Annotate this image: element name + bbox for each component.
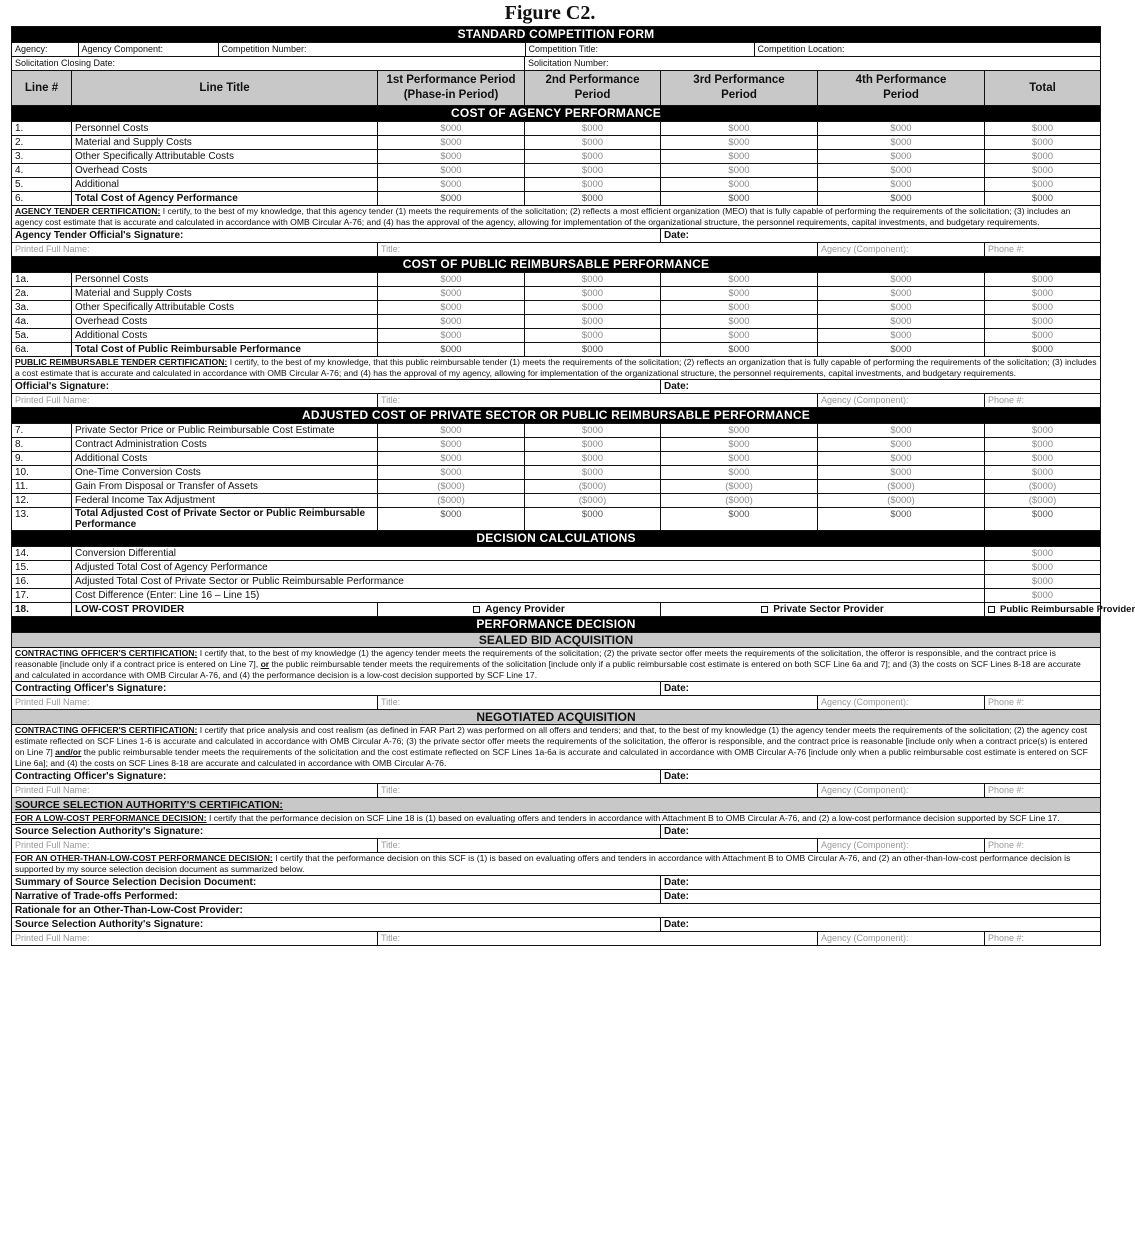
section-title-adjusted: ADJUSTED COST OF PRIVATE SECTOR OR PUBLIC REIMBURSABLE PERFORMANCE [12, 408, 1101, 424]
summary-decision-document-field[interactable]: Summary of Source Selection Decision Document: [12, 876, 661, 890]
option-public-reimbursable-provider[interactable] [985, 603, 1135, 617]
line-number: 3. [12, 150, 72, 164]
line-number: 14. [12, 547, 72, 561]
total-value[interactable]: $000 [985, 178, 1101, 192]
public-printed-name-field[interactable]: Printed Full Name: [12, 394, 378, 408]
cost-row [12, 287, 1101, 301]
solicitation-closing-date-field[interactable]: Solicitation Closing Date: [12, 57, 525, 71]
period-value[interactable]: $000 [818, 273, 985, 287]
col-header-period-3-line1: 3rd Performance [693, 74, 785, 86]
period-value[interactable]: $000 [378, 452, 525, 466]
period-value[interactable]: $000 [525, 424, 661, 438]
option-private-sector-provider[interactable] [661, 603, 985, 617]
cost-row [12, 494, 1101, 508]
period-value[interactable]: $000 [818, 301, 985, 315]
ssa-signature-field[interactable]: Source Selection Authority's Signature: [12, 825, 661, 839]
cert-label: FOR A LOW-COST PERFORMANCE DECISION: [15, 813, 207, 823]
col-header-period-4-line2: Period [883, 89, 919, 101]
public-phone-field[interactable]: Phone #: [985, 394, 1101, 408]
agency-component-field[interactable]: Agency Component: [78, 43, 218, 56]
cert-andor: and/or [55, 747, 82, 757]
cost-row [12, 452, 1101, 466]
period-value[interactable]: $000 [378, 287, 525, 301]
checkbox-icon[interactable] [761, 606, 768, 613]
period-value[interactable]: $000 [818, 178, 985, 192]
period-value[interactable]: ($000) [818, 480, 985, 494]
total-value[interactable]: $000 [985, 315, 1101, 329]
line-number: 9. [12, 452, 72, 466]
cert-label: AGENCY TENDER CERTIFICATION: [15, 206, 161, 216]
decision-row [12, 561, 1101, 575]
period-value[interactable]: $000 [818, 287, 985, 301]
line-title: Material and Supply Costs [72, 136, 378, 150]
period-value[interactable]: $000 [378, 424, 525, 438]
total-value[interactable]: $000 [985, 508, 1101, 531]
period-value[interactable]: $000 [661, 301, 818, 315]
section-title-public: COST OF PUBLIC REIMBURSABLE PERFORMANCE [12, 257, 1101, 273]
total-value[interactable]: ($000) [985, 494, 1101, 508]
ssa-phone-field[interactable]: Phone #: [985, 839, 1101, 853]
period-value[interactable]: $000 [818, 122, 985, 136]
line-number: 6a. [12, 343, 72, 357]
low-cost-line-number: 18. [12, 603, 72, 617]
period-value[interactable]: $000 [818, 466, 985, 480]
period-value[interactable]: ($000) [378, 480, 525, 494]
line-title: Total Cost of Public Reimbursable Performance [72, 343, 378, 357]
line-number: 5. [12, 178, 72, 192]
period-value[interactable]: $000 [378, 343, 525, 357]
cert-text: I certify that the performance decision on SCF Line 18 is (1) based on evaluating offers and tenders in accordance with Attachment B to OMB Circular A-76, and (2) a low-cost performance decision supported by SCF Line 17. [208, 813, 1060, 823]
period-value[interactable]: $000 [818, 438, 985, 452]
period-value[interactable]: $000 [661, 424, 818, 438]
cost-row [12, 424, 1101, 438]
period-value[interactable]: $000 [818, 452, 985, 466]
public-signature-field[interactable]: Official's Signature: [12, 380, 661, 394]
period-value[interactable]: $000 [818, 150, 985, 164]
period-value[interactable]: $000 [525, 315, 661, 329]
section-title-agency: COST OF AGENCY PERFORMANCE [12, 106, 1101, 122]
cost-row [12, 438, 1101, 452]
line-number: 16. [12, 575, 72, 589]
ssa-title-field-2[interactable]: Title: [378, 932, 818, 946]
decision-value[interactable]: $000 [985, 589, 1101, 603]
line-title: Total Cost of Agency Performance [72, 192, 378, 206]
narrative-tradeoffs-field[interactable]: Narrative of Trade-offs Performed: [12, 890, 661, 904]
total-value[interactable]: $000 [985, 273, 1101, 287]
cert-text: I certify, to the best of my knowledge, that this agency tender (1) meets the requirements of the solicitation; (2) reflects a most efficient organization (MEO) that is fully capable of performing the requirements of the solicitation; (3) includes an agency cost estimate that is accurate and calculated in accordance with OMB Circular A-76; and (4) has the approval of the agency, allowing for implementation of the organizational structure, the personnel requirements, capital investments, and budgetary requirements. [15, 206, 1071, 227]
period-value[interactable]: $000 [525, 466, 661, 480]
agency-signature-field[interactable]: Agency Tender Official's Signature: [12, 229, 661, 243]
agency-phone-field[interactable]: Phone #: [985, 243, 1101, 257]
total-value[interactable]: ($000) [985, 480, 1101, 494]
period-value[interactable]: $000 [525, 438, 661, 452]
period-value[interactable]: $000 [661, 164, 818, 178]
line-title: Gain From Disposal or Transfer of Assets [72, 480, 378, 494]
col-header-total: Total [985, 71, 1101, 106]
cost-row [12, 301, 1101, 315]
total-value[interactable]: $000 [985, 122, 1101, 136]
period-value[interactable]: $000 [661, 178, 818, 192]
ssa-date-field[interactable]: Date: [661, 825, 1101, 839]
line-number: 1. [12, 122, 72, 136]
line-number: 4a. [12, 315, 72, 329]
total-value[interactable]: $000 [985, 192, 1101, 206]
agency-component-field-2[interactable]: Agency (Component): [818, 243, 985, 257]
form-title: STANDARD COMPETITION FORM [12, 27, 1101, 43]
section-title-negotiated: NEGOTIATED ACQUISITION [12, 710, 1101, 725]
cost-row [12, 122, 1101, 136]
line-number: 10. [12, 466, 72, 480]
cost-row [12, 192, 1101, 206]
period-value[interactable]: $000 [661, 329, 818, 343]
line-title: Material and Supply Costs [72, 287, 378, 301]
solicitation-number-field[interactable]: Solicitation Number: [525, 57, 1101, 71]
period-value[interactable]: $000 [378, 508, 525, 531]
period-value[interactable]: $000 [661, 452, 818, 466]
period-value[interactable]: $000 [661, 438, 818, 452]
line-title: Adjusted Total Cost of Private Sector or Public Reimbursable Performance [72, 575, 985, 589]
negotiated-title-field[interactable]: Title: [378, 784, 818, 798]
option-label: Public Reimbursable Provider [1000, 604, 1135, 615]
agency-printed-name-field[interactable]: Printed Full Name: [12, 243, 378, 257]
total-value[interactable]: $000 [985, 343, 1101, 357]
line-number: 3a. [12, 301, 72, 315]
decision-row [12, 589, 1101, 603]
ssa-printed-name-field-2[interactable]: Printed Full Name: [12, 932, 378, 946]
negotiated-agency-component-field[interactable]: Agency (Component): [818, 784, 985, 798]
period-value[interactable]: $000 [818, 192, 985, 206]
period-value[interactable]: $000 [525, 273, 661, 287]
line-number: 12. [12, 494, 72, 508]
standard-competition-form [11, 26, 1135, 946]
period-value[interactable]: $000 [525, 329, 661, 343]
option-agency-provider[interactable] [378, 603, 661, 617]
line-title: Additional Costs [72, 329, 378, 343]
period-value[interactable]: $000 [525, 192, 661, 206]
period-value[interactable]: $000 [525, 508, 661, 531]
total-value[interactable]: $000 [985, 438, 1101, 452]
line-title: Other Specifically Attributable Costs [72, 150, 378, 164]
checkbox-icon[interactable] [473, 606, 480, 613]
period-value[interactable]: $000 [818, 508, 985, 531]
cost-row [12, 480, 1101, 494]
ssa-printed-name-field[interactable]: Printed Full Name: [12, 839, 378, 853]
decision-row [12, 575, 1101, 589]
period-value[interactable]: $000 [818, 315, 985, 329]
period-value[interactable]: $000 [818, 343, 985, 357]
period-value[interactable]: $000 [378, 301, 525, 315]
ssa-signature-field-2[interactable]: Source Selection Authority's Signature: [12, 918, 661, 932]
line-title: Cost Difference (Enter: Line 16 – Line 15) [72, 589, 985, 603]
total-value[interactable]: $000 [985, 301, 1101, 315]
period-value[interactable]: $000 [818, 136, 985, 150]
period-value[interactable]: $000 [661, 273, 818, 287]
line-number: 2. [12, 136, 72, 150]
narrative-date-field[interactable]: Date: [661, 890, 1101, 904]
period-value[interactable]: ($000) [661, 494, 818, 508]
cost-row [12, 315, 1101, 329]
cost-row [12, 150, 1101, 164]
negotiated-printed-name-field[interactable]: Printed Full Name: [12, 784, 378, 798]
line-title: Private Sector Price or Public Reimbursable Cost Estimate [72, 424, 378, 438]
period-value[interactable]: $000 [818, 164, 985, 178]
ssa-other-than-low-cost-certification [12, 853, 1101, 876]
period-value[interactable]: $000 [525, 150, 661, 164]
period-value[interactable]: $000 [378, 136, 525, 150]
decision-value[interactable]: $000 [985, 575, 1101, 589]
line-number: 1a. [12, 273, 72, 287]
cert-label: PUBLIC REIMBURSABLE TENDER CERTIFICATION: [15, 357, 228, 367]
total-value[interactable]: $000 [985, 329, 1101, 343]
cost-row [12, 508, 1101, 531]
sealed-printed-name-field[interactable]: Printed Full Name: [12, 696, 378, 710]
line-title: Personnel Costs [72, 122, 378, 136]
total-value[interactable]: $000 [985, 452, 1101, 466]
figure-title: Figure C2. [504, 2, 596, 24]
header-fields-row [12, 43, 1101, 57]
cost-row [12, 178, 1101, 192]
period-value[interactable]: $000 [661, 466, 818, 480]
cost-row [12, 136, 1101, 150]
line-number: 13. [12, 508, 72, 531]
total-value[interactable]: $000 [985, 287, 1101, 301]
line-title: Additional [72, 178, 378, 192]
line-number: 11. [12, 480, 72, 494]
section-title-sealed-bid: SEALED BID ACQUISITION [12, 633, 1101, 648]
option-label: Agency Provider [485, 604, 565, 615]
col-header-period-3-line2: Period [721, 89, 757, 101]
line-number: 2a. [12, 287, 72, 301]
cert-text-a: I certify that price analysis and cost realism (as defined in FAR Part 2) was performed on all offers and tenders; and that, to the best of my knowledge (1) the agency tender meets the requirements of the solicitation; (2) the agency cost estimate reflected on SCF Lines 1-6 is accurate and calculated in accordance with OMB Circular A-76; (3) the private sector offer meets the requirements of the solicitation, the offeror is responsible, and the contract price is reasonable [include only when a contract price(s) is entered on Line 7] [15, 725, 1088, 757]
col-header-period-2-line1: 2nd Performance [545, 74, 640, 86]
public-title-field[interactable]: Title: [378, 394, 818, 408]
line-title: Total Adjusted Cost of Private Sector or Public Reimbursable Performance [72, 508, 378, 531]
line-number: 17. [12, 589, 72, 603]
line-title: One-Time Conversion Costs [72, 466, 378, 480]
total-value[interactable]: $000 [985, 466, 1101, 480]
ssa-date-field-2[interactable]: Date: [661, 918, 1101, 932]
decision-row [12, 547, 1101, 561]
line-title: Overhead Costs [72, 164, 378, 178]
competition-number-field[interactable]: Competition Number: [218, 43, 525, 56]
cert-text-a: I certify that, to the best of my knowledge (1) the agency tender meets the requirements of the solicitation; (2) the private sector offer meets the requirements of the solicitation, the offeror is responsible, and the contract price is reasonable [include only if a contract price is entered on Line 7], [15, 648, 1056, 669]
cost-row [12, 273, 1101, 287]
cert-or: or [260, 659, 270, 669]
agency-date-field[interactable]: Date: [661, 229, 1101, 243]
public-agency-component-field[interactable]: Agency (Component): [818, 394, 985, 408]
cert-label: CONTRACTING OFFICER'S CERTIFICATION: [15, 725, 198, 735]
period-value[interactable]: ($000) [525, 494, 661, 508]
period-value[interactable]: $000 [661, 122, 818, 136]
ssa-phone-field-2[interactable]: Phone #: [985, 932, 1101, 946]
col-header-period-1 [378, 71, 525, 106]
col-header-line-title: Line Title [72, 71, 378, 106]
line-number: 4. [12, 164, 72, 178]
period-value[interactable]: $000 [378, 164, 525, 178]
period-value[interactable]: $000 [525, 136, 661, 150]
sealed-bid-certification [12, 648, 1101, 682]
line-title: Personnel Costs [72, 273, 378, 287]
total-value[interactable]: $000 [985, 424, 1101, 438]
negotiated-co-signature-field[interactable]: Contracting Officer's Signature: [12, 770, 661, 784]
period-value[interactable]: $000 [378, 178, 525, 192]
period-value[interactable]: $000 [525, 178, 661, 192]
col-header-period-1-line1: 1st Performance Period [386, 74, 516, 86]
total-value[interactable]: $000 [985, 164, 1101, 178]
period-value[interactable]: $000 [378, 315, 525, 329]
cert-text: I certify, to the best of my knowledge, that this public reimbursable tender (1) meets the requirements of the solicitation; (2) reflects an organization that is fully capable of performing the requirements of the solicitation; (3) includes a cost estimate that is accurate and calculated in accordance with OMB Circular A-76; and (4) has the approval of my agency, allowing for implementation of the organizational structure, the personnel requirements, capital investments, and budgetary requirements. [15, 357, 1097, 378]
period-value[interactable]: $000 [525, 343, 661, 357]
period-value[interactable]: $000 [661, 136, 818, 150]
col-header-period-2 [525, 71, 661, 106]
col-header-line-no: Line # [12, 71, 72, 106]
competition-title-field[interactable]: Competition Title: [525, 43, 754, 56]
cost-row [12, 466, 1101, 480]
col-header-period-2-line2: Period [574, 89, 611, 101]
agency-title-field[interactable]: Title: [378, 243, 818, 257]
sealed-agency-component-field[interactable]: Agency (Component): [818, 696, 985, 710]
period-value[interactable]: $000 [525, 164, 661, 178]
cert-label: CONTRACTING OFFICER'S CERTIFICATION: [15, 648, 198, 658]
low-cost-provider-label: LOW-COST PROVIDER [72, 603, 378, 617]
period-value[interactable]: $000 [378, 192, 525, 206]
period-value[interactable]: ($000) [661, 480, 818, 494]
col-header-period-1-line2: (Phase-in Period) [403, 89, 499, 101]
period-value[interactable]: $000 [661, 315, 818, 329]
line-number: 6. [12, 192, 72, 206]
period-value[interactable]: $000 [378, 438, 525, 452]
line-number: 8. [12, 438, 72, 452]
competition-location-field[interactable]: Competition Location: [757, 44, 845, 54]
col-header-period-4-line1: 4th Performance [855, 74, 947, 86]
sealed-title-field[interactable]: Title: [378, 696, 818, 710]
period-value[interactable]: $000 [378, 329, 525, 343]
ssa-title-field[interactable]: Title: [378, 839, 818, 853]
public-date-field[interactable]: Date: [661, 380, 1101, 394]
sealed-phone-field[interactable]: Phone #: [985, 696, 1101, 710]
period-value[interactable]: $000 [378, 150, 525, 164]
line-title: Adjusted Total Cost of Agency Performance [72, 561, 985, 575]
line-title: Federal Income Tax Adjustment [72, 494, 378, 508]
section-title-decision: DECISION CALCULATIONS [12, 531, 1101, 547]
col-header-period-3 [661, 71, 818, 106]
total-value[interactable]: $000 [985, 150, 1101, 164]
agency-field[interactable]: Agency: [12, 43, 78, 56]
summary-date-field[interactable]: Date: [661, 876, 1101, 890]
checkbox-icon[interactable] [988, 606, 995, 613]
cert-label: FOR AN OTHER-THAN-LOW-COST PERFORMANCE DECISION: [15, 853, 273, 863]
line-number: 7. [12, 424, 72, 438]
period-value[interactable]: $000 [378, 273, 525, 287]
ssa-low-cost-certification [12, 813, 1101, 825]
period-value[interactable]: $000 [525, 301, 661, 315]
cost-row [12, 343, 1101, 357]
cert-text-b: the public reimbursable tender meets the requirements of the solicitation [include only if a public reimbursable cost estimate is entered on both SCF Line 6a and 7]; and (3) the costs on SCF Lines 8-18 are accurate and calculated in accordance with OMB Circular A-76, and (4) the performance decision is a low-cost decision supported by SCF Line 17. [15, 659, 1081, 680]
ssa-agency-component-field[interactable]: Agency (Component): [818, 839, 985, 853]
cost-row [12, 329, 1101, 343]
line-title: Additional Costs [72, 452, 378, 466]
cost-row [12, 164, 1101, 178]
line-number: 5a. [12, 329, 72, 343]
period-value[interactable]: $000 [661, 192, 818, 206]
sealed-co-signature-field[interactable]: Contracting Officer's Signature: [12, 682, 661, 696]
line-title: Other Specifically Attributable Costs [72, 301, 378, 315]
section-title-performance-decision: PERFORMANCE DECISION [12, 617, 1101, 633]
cert-text: I certify that the performance decision on this SCF is (1) is based on evaluating offers and tenders in accordance with Attachment B to OMB Circular A-76, and (2) an other-than-low-cost performance decision is supported by my source selection decision document as summarized below. [15, 853, 1071, 874]
period-value[interactable]: $000 [378, 122, 525, 136]
period-value[interactable]: $000 [525, 287, 661, 301]
ssa-agency-component-field-2[interactable]: Agency (Component): [818, 932, 985, 946]
period-value[interactable]: $000 [661, 508, 818, 531]
negotiated-phone-field[interactable]: Phone #: [985, 784, 1101, 798]
line-number: 15. [12, 561, 72, 575]
negotiated-certification [12, 725, 1101, 770]
period-value[interactable]: $000 [661, 287, 818, 301]
col-header-period-4 [818, 71, 985, 106]
period-value[interactable]: ($000) [525, 480, 661, 494]
period-value[interactable]: ($000) [818, 494, 985, 508]
period-value[interactable]: $000 [818, 424, 985, 438]
agency-tender-certification [12, 206, 1101, 229]
period-value[interactable]: $000 [378, 466, 525, 480]
public-tender-certification [12, 357, 1101, 380]
period-value[interactable]: $000 [661, 343, 818, 357]
decision-value[interactable]: $000 [985, 561, 1101, 575]
period-value[interactable]: $000 [818, 329, 985, 343]
period-value[interactable]: $000 [525, 452, 661, 466]
decision-value[interactable]: $000 [985, 547, 1101, 561]
period-value[interactable]: $000 [525, 122, 661, 136]
line-title: Contract Administration Costs [72, 438, 378, 452]
option-label: Private Sector Provider [773, 604, 884, 615]
total-value[interactable]: $000 [985, 136, 1101, 150]
period-value[interactable]: ($000) [378, 494, 525, 508]
sealed-co-date-field[interactable]: Date: [661, 682, 1101, 696]
line-title: Conversion Differential [72, 547, 985, 561]
cert-text-b: the public reimbursable tender meets the requirements of the solicitation and the cost estimate reflected on SCF Lines 1a-6a is accurate and calculated in accordance with OMB Circular A-76 [include only when a public reimbursable cost estimate is entered on SCF Line 6a]; and (4) the costs on SCF Lines 8-18 are accurate and calculated in accordance with OMB Circular A-76. [15, 747, 1088, 768]
line-title: Overhead Costs [72, 315, 378, 329]
negotiated-co-date-field[interactable]: Date: [661, 770, 1101, 784]
section-title-ssa: SOURCE SELECTION AUTHORITY'S CERTIFICATION: [12, 798, 1101, 813]
period-value[interactable]: $000 [661, 150, 818, 164]
rationale-field[interactable]: Rationale for an Other-Than-Low-Cost Provider: [12, 904, 1101, 918]
